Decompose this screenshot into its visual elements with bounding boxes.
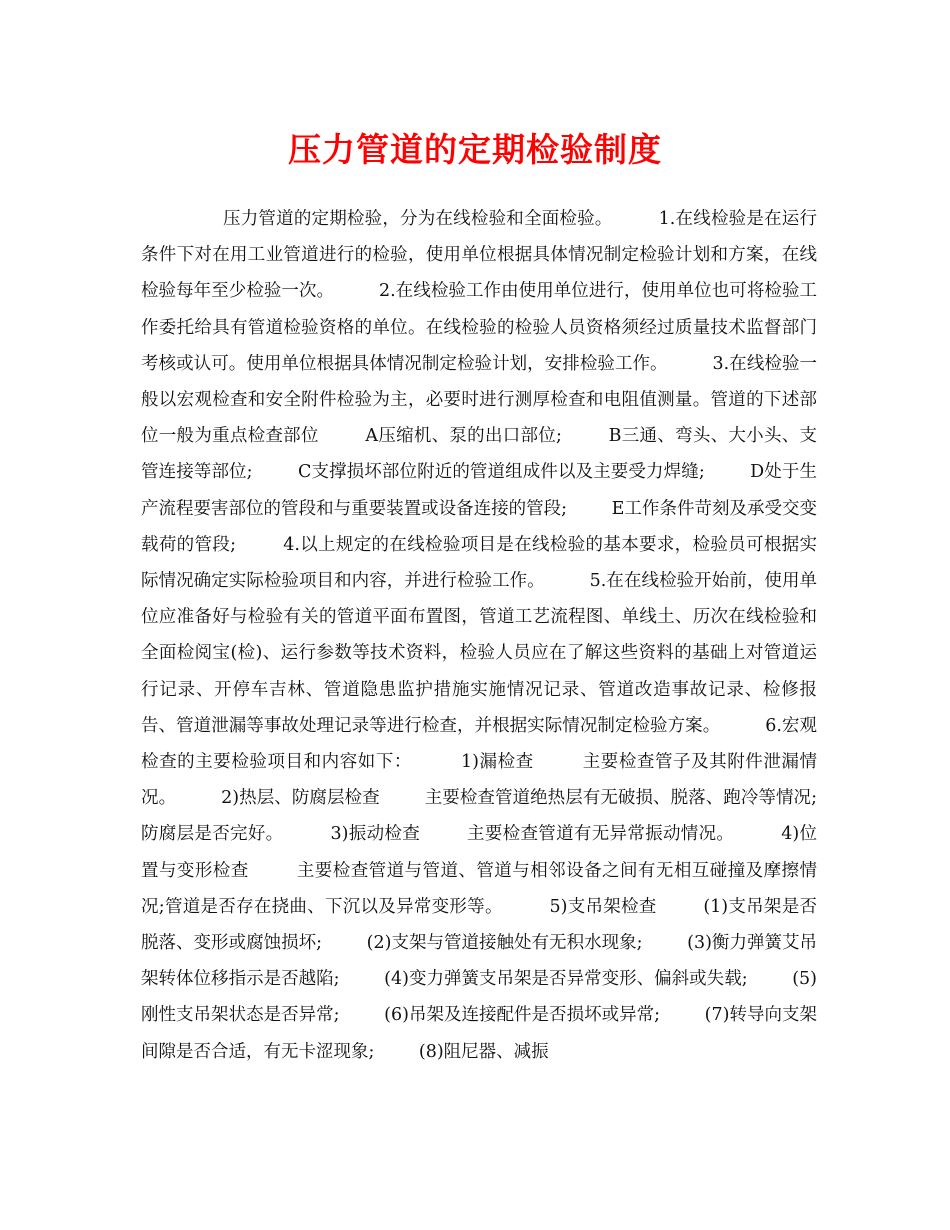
page-title: 压力管道的定期检验制度 [288,130,662,169]
body-paragraph: 压力管道的定期检验，分为在线检验和全面检验。 1.在线检验是在运行条件下对在用工业管道进行的检验，使用单位根据具体情况制定检验计划和方案，在线检验每年至少检验一次。 2.在线检验工作由使用单位进行，使用单位也可将检验工作委托给具有管道检验资格的单位。在线检验的检验人员资格须经过质量技术监督部门考核或认可。使用单位根据具体情况制定检验计划，安排检验工作。 3.在线检验一般以宏观检查和安全附件检验为主，必要时进行测厚检查和电阻值测量。管道的下述部位一般为重点检查部位 A压缩机、泵的出口部位; B三通、弯头、大小头、支管连接等部位; C支撑损坏部位附近的管道组成件以及主要受力焊缝; D处于生产流程要害部位的管段和与重要装置或设备连接的管段; E工作条件苛刻及承受交变载荷的管段; 4.以上规定的在线检验项目是在线检验的基本要求，检验员可根据实际情况确定实际检验项目和内容，并进行检验工作。 5.在在线检验开始前，使用单位应准备好与检验有关的管道平面布置图，管道工艺流程图、单线土、历次在线检验和全面检阅宝(检)、运行参数等技术资料，检验人员应在了解这些资料的基础上对管道运行记录、开停车吉林、管道隐患监护措施实施情况记录、管道改造事故记录、检修报告、管道泄漏等事故处理记录等进行检查，并根据实际情况制定检验方案。 6.宏观检查的主要检验项目和内容如下： 1)漏检查 主要检查管子及其附件泄漏情况。 2)热层、防腐层检查 主要检查管道绝热层有无破损、脱落、跑冷等情况;防腐层是否完好。 3)振动检查 主要检查管道有无异常振动情况。 4)位置与变形检查 主要检查管道与管道、管道与相邻设备之间有无相互碰撞及摩擦情况;管道是否存在挠曲、下沉以及异常变形等。 5)支吊架检查 (1)支吊架是否脱落、变形或腐蚀损坏; (2)支架与管道接触处有无积水现象; (3)衡力弹簧艾吊架转体位移指示是否越陷; (4)变力弹簧支吊架是否异常变形、偏斜或失载; (5)刚性支吊架状态是否异常; (6)吊架及连接配件是否损坏或异常; (7)转导向支架间隙是否合适，有无卡涩现象; (8)阻尼器、减振 [141,209,817,1062]
